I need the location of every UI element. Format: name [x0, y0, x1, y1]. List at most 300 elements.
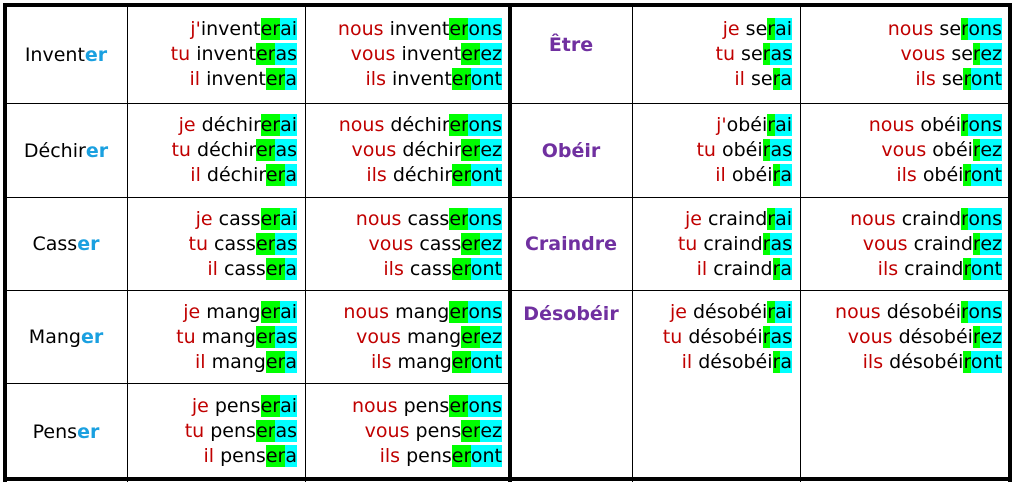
verb-stem: invent	[206, 68, 266, 90]
verb-stem: mang	[201, 325, 256, 348]
plural-form	[848, 325, 1002, 350]
infinitive-ending: er	[80, 326, 104, 348]
future-r-marker: er	[255, 139, 276, 161]
pronoun: vous	[364, 420, 416, 442]
infinitive-verb	[5, 104, 127, 197]
singular-form	[171, 138, 297, 163]
irregular-verb-label: Craindre	[524, 233, 618, 255]
singular-form	[663, 325, 792, 350]
plural-form	[881, 138, 1002, 163]
pronoun: je	[684, 207, 708, 230]
infinitive-verb	[5, 198, 127, 290]
singular-form	[176, 325, 297, 350]
verb-stem: déchir	[390, 114, 450, 136]
plural-form	[869, 113, 1002, 138]
singular-form	[179, 113, 297, 138]
future-ending: ez	[480, 325, 502, 348]
pronoun: ils	[896, 164, 923, 186]
pronoun: vous	[881, 139, 933, 161]
pronoun: ils	[915, 68, 942, 90]
future-ending: a	[285, 68, 297, 90]
future-ending: a	[285, 445, 297, 467]
verb-stem: craind	[703, 232, 763, 255]
future-ending: ont	[470, 68, 502, 90]
verb-stem: désobéi	[692, 300, 768, 323]
plural-form	[863, 350, 1002, 375]
verb-stem: craind	[707, 207, 768, 230]
future-ending: as	[770, 139, 792, 161]
verb-stem: invent	[401, 43, 462, 65]
future-ending: ez	[480, 232, 502, 255]
verb-stem: cass	[407, 207, 450, 230]
future-r-marker: r	[961, 18, 969, 40]
plural-conjugations	[800, 17, 1010, 92]
verb-stem: déchir	[392, 164, 452, 186]
future-ending: ez	[480, 420, 502, 442]
verb-stem: déchir	[206, 164, 266, 186]
pronoun: nous	[850, 207, 902, 230]
pronoun: il	[696, 257, 714, 280]
future-ending: ont	[470, 164, 502, 186]
plural-form	[351, 138, 502, 163]
pronoun: tu	[188, 232, 215, 255]
verb-stem: désobéi	[889, 350, 964, 373]
future-r-marker: er	[265, 350, 286, 373]
plural-conjugations	[305, 300, 510, 375]
verb-stem: se	[951, 43, 973, 65]
future-r-marker: r	[772, 257, 781, 280]
future-ending: ai	[280, 114, 297, 136]
pronoun: il	[207, 257, 224, 280]
pronoun: vous	[350, 43, 402, 65]
singular-form	[715, 163, 792, 188]
singular-form	[183, 300, 297, 325]
future-ending: as	[770, 325, 792, 348]
pronoun: vous	[356, 325, 407, 348]
future-r-marker: er	[449, 114, 469, 136]
plural-form	[365, 419, 502, 444]
plural-conjugations	[800, 300, 1010, 375]
infinitive-ending: er	[84, 43, 108, 66]
future-ending: ons	[968, 300, 1002, 323]
future-ending: ai	[775, 18, 792, 40]
pronoun: je	[178, 114, 202, 136]
future-r-marker: er	[260, 207, 281, 230]
future-r-marker: r	[767, 18, 776, 40]
pronoun: vous	[847, 325, 899, 348]
future-r-marker: r	[963, 68, 971, 90]
verb-stem: invent	[389, 18, 450, 40]
plural-conjugations	[305, 17, 510, 92]
singular-form	[696, 138, 792, 163]
singular-form	[204, 444, 297, 469]
singular-form	[697, 257, 792, 282]
plural-form	[368, 232, 502, 257]
plural-form	[356, 325, 502, 350]
future-ending: a	[780, 350, 792, 373]
singular-conjugations	[632, 113, 800, 188]
pronoun: nous	[355, 207, 408, 230]
future-ending: ez	[480, 139, 502, 161]
future-r-marker: er	[260, 18, 281, 40]
future-ending: ons	[968, 114, 1002, 136]
future-ending: ai	[280, 18, 297, 40]
pronoun: tu	[677, 232, 704, 255]
pronoun: j'	[716, 114, 727, 136]
pronoun: je	[722, 18, 746, 40]
verb-stem: pens	[214, 395, 261, 417]
singular-form	[685, 207, 792, 232]
future-r-marker: er	[461, 232, 481, 255]
pronoun: je	[195, 207, 219, 230]
future-r-marker: er	[461, 43, 481, 65]
future-r-marker: r	[963, 257, 971, 280]
future-ending: a	[780, 68, 792, 90]
verb-stem: cass	[214, 232, 256, 255]
future-r-marker: r	[767, 300, 776, 323]
verb-stem: pens	[220, 445, 266, 467]
verb-stem: craind	[904, 257, 964, 280]
verb-stem: mang	[211, 350, 266, 373]
verb-stem: obéi	[731, 164, 773, 186]
irregular-verb-label: Désobéir	[523, 302, 619, 325]
pronoun: ils	[379, 445, 407, 467]
future-ending: ons	[968, 207, 1002, 230]
future-r-marker: er	[451, 350, 471, 373]
pronoun: il	[203, 445, 221, 467]
irregular-verb	[510, 6, 632, 84]
pronoun: il	[681, 350, 699, 373]
pronoun: tu	[715, 43, 742, 65]
future-r-marker: r	[762, 325, 771, 348]
plural-form	[900, 42, 1002, 67]
pronoun: nous	[337, 18, 390, 40]
future-r-marker: r	[961, 207, 969, 230]
plural-form	[371, 350, 502, 375]
pronoun: ils	[877, 257, 905, 280]
singular-conjugations	[127, 17, 305, 92]
verb-stem: mang	[406, 325, 462, 348]
singular-form	[189, 232, 297, 257]
future-ending: ai	[280, 395, 297, 417]
verb-stem: pens	[210, 420, 256, 442]
verb-stem: mang	[397, 350, 452, 373]
future-r-marker: er	[260, 114, 281, 136]
pronoun: vous	[862, 232, 914, 255]
verb-stem: craind	[901, 207, 962, 230]
verb-stem: cass	[419, 232, 462, 255]
future-ending: a	[780, 257, 792, 280]
verb-stem: obéi	[920, 114, 962, 136]
verb-stem: se	[741, 43, 763, 65]
future-ending: a	[285, 164, 297, 186]
future-r-marker: er	[461, 420, 481, 442]
pronoun: j'	[190, 18, 201, 40]
pronoun: nous	[351, 395, 404, 417]
singular-conjugations	[127, 300, 305, 375]
pronoun: nous	[868, 114, 921, 136]
verb-stem: invent	[392, 68, 452, 90]
singular-conjugations	[127, 113, 305, 188]
future-ending: as	[275, 43, 297, 65]
singular-form	[190, 17, 297, 42]
future-ending: ai	[280, 300, 297, 323]
future-r-marker: er	[461, 325, 481, 348]
irregular-verb	[510, 291, 632, 336]
future-r-marker: r	[961, 300, 969, 323]
infinitive-stem: Mang	[28, 326, 81, 348]
plural-form	[343, 300, 502, 325]
future-r-marker: er	[451, 164, 471, 186]
future-r-marker: er	[260, 395, 281, 417]
future-r-marker: er	[461, 139, 481, 161]
singular-form	[196, 207, 297, 232]
verb-stem: invent	[200, 18, 261, 40]
future-ending: ons	[468, 18, 502, 40]
future-r-marker: r	[772, 350, 781, 373]
future-r-marker: r	[767, 207, 776, 230]
verb-stem: obéi	[721, 139, 763, 161]
verb-stem: craind	[713, 257, 773, 280]
infinitive-stem: Déchir	[23, 139, 86, 162]
pronoun: il	[190, 164, 207, 186]
singular-form	[734, 67, 792, 92]
future-ending: as	[275, 420, 297, 442]
plural-form	[863, 232, 1002, 257]
pronoun: nous	[835, 300, 887, 323]
future-ending: ont	[970, 350, 1002, 373]
infinitive-ending: er	[85, 139, 109, 162]
verb-stem: cass	[409, 257, 452, 280]
plural-form	[380, 444, 502, 469]
infinitive-ending: er	[77, 233, 100, 255]
future-r-marker: r	[961, 114, 969, 136]
future-r-marker: er	[449, 395, 469, 417]
infinitive-verb	[5, 6, 127, 103]
future-r-marker: er	[255, 43, 276, 65]
singular-form	[723, 17, 792, 42]
singular-form	[716, 113, 792, 138]
verb-stem: obéi	[932, 139, 973, 161]
verb-stem: désobéi	[688, 325, 763, 348]
pronoun: tu	[171, 139, 198, 161]
plural-conjugations	[305, 207, 510, 282]
pronoun: nous	[343, 300, 396, 323]
pronoun: il	[194, 350, 212, 373]
future-r-marker: r	[772, 68, 781, 90]
future-ending: ons	[468, 114, 502, 136]
singular-form	[190, 163, 297, 188]
future-r-marker: er	[449, 207, 469, 230]
plural-conjugations	[305, 113, 510, 188]
singular-form	[192, 394, 297, 419]
future-ending: as	[275, 139, 297, 161]
verb-stem: pens	[403, 395, 450, 417]
irregular-verb	[510, 104, 632, 197]
row-divider	[3, 477, 1012, 481]
irregular-verb-label: Être	[548, 34, 594, 56]
singular-form	[171, 42, 297, 67]
plural-form	[896, 163, 1002, 188]
singular-conjugations	[632, 207, 800, 282]
verb-stem: désobéi	[886, 300, 962, 323]
future-r-marker: er	[255, 232, 276, 255]
pronoun: tu	[696, 139, 722, 161]
future-r-marker: er	[451, 445, 471, 467]
pronoun: ils	[862, 350, 890, 373]
future-ending: as	[770, 232, 792, 255]
plural-form	[339, 113, 502, 138]
verb-stem: pens	[406, 445, 452, 467]
verb-stem: déchir	[197, 139, 256, 161]
plural-form	[351, 42, 502, 67]
future-r-marker: er	[265, 68, 286, 90]
future-ending: ons	[468, 395, 502, 417]
verb-stem: cass	[223, 257, 266, 280]
pronoun: tu	[176, 325, 202, 348]
pronoun: nous	[887, 18, 940, 40]
future-r-marker: r	[762, 43, 771, 65]
verb-stem: se	[939, 18, 962, 40]
row-divider	[3, 3, 1012, 7]
pronoun: vous	[351, 139, 403, 161]
future-ending: ont	[470, 445, 502, 467]
infinitive-stem: Invent	[24, 43, 85, 66]
singular-conjugations	[632, 300, 800, 375]
future-ending: as	[770, 43, 792, 65]
future-r-marker: er	[255, 420, 276, 442]
plural-form	[835, 300, 1002, 325]
singular-form	[185, 419, 297, 444]
pronoun: tu	[170, 43, 197, 65]
future-ending: ez	[980, 43, 1002, 65]
infinitive-ending: er	[77, 420, 100, 443]
verb-stem: pens	[415, 420, 462, 442]
singular-form	[189, 67, 297, 92]
future-ending: as	[275, 232, 297, 255]
future-r-marker: r	[972, 139, 981, 161]
plural-form	[356, 207, 502, 232]
pronoun: vous	[900, 43, 952, 65]
future-r-marker: r	[972, 43, 981, 65]
future-r-marker: er	[265, 445, 286, 467]
future-r-marker: er	[255, 325, 276, 348]
future-r-marker: r	[762, 139, 771, 161]
future-r-marker: er	[265, 257, 286, 280]
future-r-marker: er	[265, 164, 286, 186]
plural-form	[915, 67, 1002, 92]
future-r-marker: er	[449, 300, 469, 323]
pronoun: il	[734, 68, 751, 90]
future-ending: ons	[468, 207, 502, 230]
singular-form	[682, 350, 792, 375]
pronoun: je	[183, 300, 207, 323]
future-ending: ai	[775, 300, 792, 323]
singular-conjugations	[127, 394, 305, 469]
future-ending: as	[275, 325, 297, 348]
infinitive-verb	[5, 384, 127, 479]
plural-conjugations	[800, 113, 1010, 188]
pronoun: il	[189, 68, 207, 90]
verb-stem: obéi	[726, 114, 768, 136]
irregular-verb-label: Obéir	[541, 139, 601, 162]
verb-stem: se	[941, 68, 964, 90]
infinitive-verb	[5, 291, 127, 383]
verb-stem: déchir	[201, 114, 261, 136]
future-r-marker: er	[451, 257, 471, 280]
future-r-marker: er	[260, 300, 281, 323]
singular-conjugations	[632, 17, 800, 92]
verb-stem: obéi	[922, 164, 964, 186]
future-r-marker: er	[449, 18, 469, 40]
verb-stem: cass	[218, 207, 261, 230]
plural-conjugations	[305, 394, 510, 469]
singular-form	[195, 350, 297, 375]
pronoun: ils	[383, 257, 410, 280]
plural-form	[352, 394, 502, 419]
verb-stem: craind	[913, 232, 973, 255]
plural-form	[366, 163, 502, 188]
future-ending: ons	[968, 18, 1002, 40]
future-ending: ont	[470, 350, 502, 373]
plural-form	[888, 17, 1002, 42]
irregular-verb	[510, 198, 632, 290]
future-ending: ont	[970, 257, 1002, 280]
future-r-marker: r	[767, 114, 776, 136]
plural-form	[850, 207, 1002, 232]
future-r-marker: er	[451, 68, 471, 90]
future-r-marker: r	[972, 232, 981, 255]
pronoun: ils	[366, 164, 393, 186]
pronoun: ils	[371, 350, 398, 373]
future-ending: ez	[480, 43, 502, 65]
verb-stem: déchir	[402, 139, 462, 161]
future-r-marker: r	[772, 164, 781, 186]
future-ending: ons	[468, 300, 502, 323]
future-ending: ez	[980, 139, 1002, 161]
future-ending: ai	[280, 207, 297, 230]
verb-stem: se	[745, 18, 768, 40]
future-ending: a	[285, 350, 297, 373]
plural-form	[366, 67, 502, 92]
pronoun: je	[191, 395, 215, 417]
pronoun: je	[669, 300, 693, 323]
singular-form	[716, 42, 792, 67]
future-ending: ez	[980, 325, 1002, 348]
pronoun: tu	[662, 325, 689, 348]
verb-stem: se	[750, 68, 773, 90]
pronoun: il	[715, 164, 732, 186]
pronoun: ils	[365, 68, 393, 90]
future-ending: ont	[970, 164, 1002, 186]
pronoun: nous	[338, 114, 391, 136]
singular-conjugations	[127, 207, 305, 282]
infinitive-stem: Cass	[32, 233, 78, 255]
verb-stem: mang	[395, 300, 450, 323]
future-ending: ai	[775, 207, 792, 230]
plural-conjugations	[800, 207, 1010, 282]
singular-form	[670, 300, 792, 325]
plural-form	[383, 257, 502, 282]
pronoun: vous	[368, 232, 420, 255]
infinitive-stem: Pens	[32, 420, 78, 443]
future-ending: ont	[970, 68, 1002, 90]
pronoun: tu	[184, 420, 211, 442]
verb-stem: invent	[196, 43, 256, 65]
verb-stem: désobéi	[698, 350, 773, 373]
future-ending: ai	[775, 114, 792, 136]
plural-form	[338, 17, 502, 42]
